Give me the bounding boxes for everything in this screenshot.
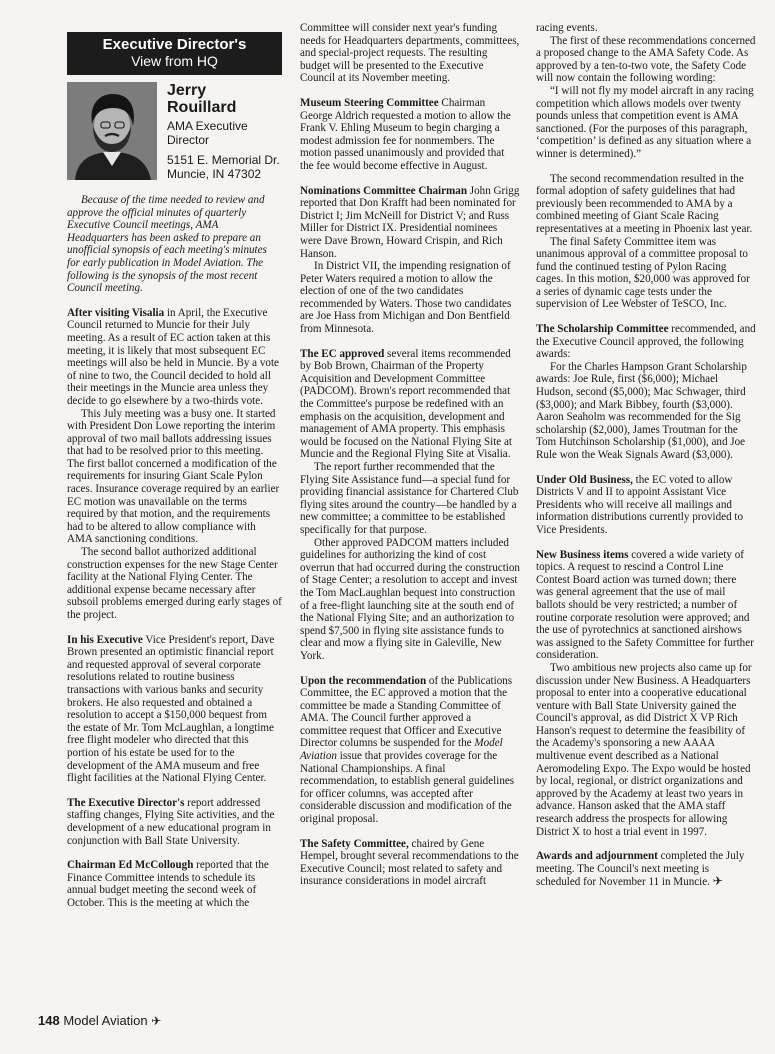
paragraph: The final Safety Committee item was unanimous approval of a committee proposal to fund the continued testing of Pylon Racing cages. In this motion, $20,000 was approved for a series of dynamic cage tests under the supervision of Lee Webster of TeSCO, Inc. xyxy=(536,235,750,311)
column-1 xyxy=(67,32,282,909)
author-role: AMA Executive Director xyxy=(167,119,248,147)
paragraph: The second ballot authorized additional construction expenses for the new Stage Center facility at the National Flying Center. The additional expense became necessary after subsoil problems emerged during early stages of the project. xyxy=(67,546,282,621)
author-info xyxy=(167,82,280,181)
author-address: 5151 E. Memorial Dr. Muncie, IN 47302 xyxy=(167,153,280,181)
paragraph: After visiting Visalia in April, the Executive Council returned to Muncie for their July meeting. As a result of EC action taken at this meeting, it is likely that most subsequent EC meetings will also be held in Muncie. By a vote of nine to two, the Council decided to hold all their meetings in the Muncie area unless they decide to go elsewhere by a two-thirds vote. xyxy=(67,306,279,407)
paragraph: This July meeting was a busy one. It started with President Don Lowe reporting the interim approval of two mail ballots addressing issues that had to be resolved prior to this meeting. The first ballot concerned a modification of the requirements for insuring Giant Scale Pylon races. Insurance coverage required by an earlier EC motion was unavailable on the terms required by that motion, and the requirements had to be altered to allow compliance with AMA sanctioning conditions. xyxy=(67,407,280,546)
author-bio xyxy=(67,82,282,180)
header-subtitle: View from HQ xyxy=(131,53,218,69)
column-header xyxy=(67,32,282,75)
column-3 xyxy=(536,22,756,889)
paragraph: In his Executive Vice President's report, Dave Brown presented an optimistic financial report and requested approval of several corporate resolutions related to routine business transactions with various banks and security brokers. He also requested and obtained a resolution to accept a $150,000 bequest from the estate of Mr. Tom McLaughlan, a longtime free flight modeler who directed that this portion of his estate be used for to the development of the AMA museum and free flight facilities at the National Flying Center. xyxy=(67,633,275,785)
paragraph: Museum Steering Committee Chairman George Aldrich requested a motion to allow the Frank V. Ehling Museum to begin charging a modest admission fee for nonmembers. The motion passed unanimously and provided that the fee would become effective in August. xyxy=(300,96,511,172)
quote-paragraph: “I will not fly my model aircraft in any racing competition which allows models over twenty pounds unless that competition event is AMA sanctioned. (For the purposes of this paragraph, ‘competition’ is defined as any situation where a winner is determined).” xyxy=(536,84,754,160)
paragraph: Nominations Committee Chairman John Grigg reported that Don Krafft had been nominated for District I; Jim McNeill for District V; and Russ Miller for District IX. Presidential nominees were Dave Brown, Howard Crispin, and Rich Hanson. xyxy=(300,184,520,260)
paragraph: The EC approved several items recommended by Bob Brown, Chairman of the Property Acquisition and Development Committee (PADCOM). Brown's report recommended that the Committee's purpose be redefined with an emphasis on the acquisition, development and management of AMA property. This emphasis would be focused on the National Flying Site at Muncie and the Regional Flying Site at Visalia. xyxy=(300,347,512,461)
paragraph: The Executive Director's report addressed staffing changes, Flying Site activities, and the development of a new educational program in conjunction with Ball State University. xyxy=(67,796,275,847)
paragraph: Two ambitious new projects also came up for discussion under New Business. A Headquarters proposal to enter into a cooperative educational venture with Ball State University gained the Council's approval, as did District X VP Rich Hanson's request to determine the feasibility of the Academy's sponsoring a new AAAA multivenue event described as a National Aeromodeling Expo. The Expo would be hosted by local, regional, or district organizations and approved by the Academy at least two years in advance. Hanson asked that the AMA staff research address the prospects for allowing District X to host a trial event in 1997. xyxy=(536,661,752,838)
paragraph: Upon the recommendation of the Publications Committee, the EC approved a motion that the committee be made a Standing Committee of AMA. The Council further approved a committee request that Officer and Executive Director columns be suspended for the Model Aviation issue that provides coverage for the National Championships. A final recommendation, to establish general guidelines for officer columns, was accepted after considerable discussion and modification of the original proposal. xyxy=(300,674,515,826)
paragraph: Chairman Ed McCollough reported that the Finance Committee intends to schedule its annual budget meeting the second week of October. This is the meeting at which the xyxy=(67,859,269,909)
intro-paragraph: Because of the time needed to review and approve the official minutes of quarterly Executive Council meetings, AMA Headquarters has been asked to prepare an unofficial synopsis of each meeting's minutes for early publication in Model Aviation. The following is the synopsis of the most recent Council meeting. xyxy=(67,194,267,295)
paragraph: racing events. xyxy=(536,22,598,34)
airplane-icon: ✈ xyxy=(712,874,723,889)
paragraph: The Safety Committee, chaired by Gene Hempel, brought several recommendations to the Executive Council; most related to safety and insurance considerations in model aircraft xyxy=(300,837,519,888)
paragraph: Other approved PADCOM matters included guidelines for authorizing the kind of cost overrun that had occurred during the construction of Stage Center; a resolution to accept and invest the Tom MacLaughlan bequest into construction of a free-flight launching site at the south end of the National Flying Site; and an authorization to spend $7,500 in flying site assistance funds to clear and mow a flying site in Galeville, New York. xyxy=(300,536,520,662)
paragraph: Awards and adjournment completed the July meeting. The Council's next meeting is scheduled for November 11 in Muncie. ✈ xyxy=(536,850,745,889)
page-footer xyxy=(38,1013,161,1028)
page-number: 148 xyxy=(38,1013,60,1028)
paragraph: The Scholarship Committee recommended, and the Executive Council approved, the following awards: xyxy=(536,323,756,361)
magazine-name: Model Aviation xyxy=(63,1013,148,1028)
paragraph: Under Old Business, the EC voted to allow Districts V and II to appoint Assistant Vice Presidents who will receive all mailings and information distributions currently provided to Vice Presidents. xyxy=(536,473,744,536)
paragraph: New Business items covered a wide variety of topics. A request to rescind a Control Line Contest Board action was turned down; there was general agreement that the use of mail ballots should be very restricted; a number of routine corporate resolution were approved; and the use of pyrotechnics at sanctioned airshows was assigned to the Safety Committee for further consideration. xyxy=(536,548,754,662)
author-photo xyxy=(67,82,157,180)
paragraph: The report further recommended that the Flying Site Assistance fund—a special fund for providing financial assistance for Chartered Club flying sites around the country—be handled by a new committee; a committee to be established specifically for that purpose. xyxy=(300,461,519,536)
column-2 xyxy=(300,22,520,888)
author-name: Jerry Rouillard xyxy=(167,82,237,116)
paragraph: In District VII, the impending resignation of Peter Waters required a motion to allow the election of one of the two candidates recommended by Waters. Those two candidates are Joe Hass from Michigan and Don Bentfield from Minnesota. xyxy=(300,260,512,336)
paragraph: The first of these recommendations concerned a proposed change to the AMA Safety Code. As approved by a ten-to-two vote, the Safety Code will now contain the following wording: xyxy=(536,34,756,85)
paragraph: Committee will consider next year's funding needs for Headquarters departments, committees, and special-project requests. The resulting budget will be presented to the Executive Council at its November meeting. xyxy=(300,22,520,85)
header-title: Executive Director's xyxy=(102,36,247,53)
airplane-icon: ✈ xyxy=(151,1014,162,1028)
paragraph: For the Charles Hampson Grant Scholarship awards: Joe Rule, first ($6,000); Michael Hudson, second ($5,000); Mac Schwager, third ($3,000); and Mark Bibbey, fourth ($3,000). Aaron Seaholm was recommended for the Sig scholarship ($2,000), James Troutman for the Tom Hutchinson Scholarship ($1,000), and Joe Rule won the Weak Signals Award ($3,000). xyxy=(536,360,747,461)
paragraph: The second recommendation resulted in the formal adoption of safety guidelines that had previously been recommended to AMA by a combined meeting of Giant Scale Racing representatives at a meeting in Phoenix last year. xyxy=(536,172,753,235)
